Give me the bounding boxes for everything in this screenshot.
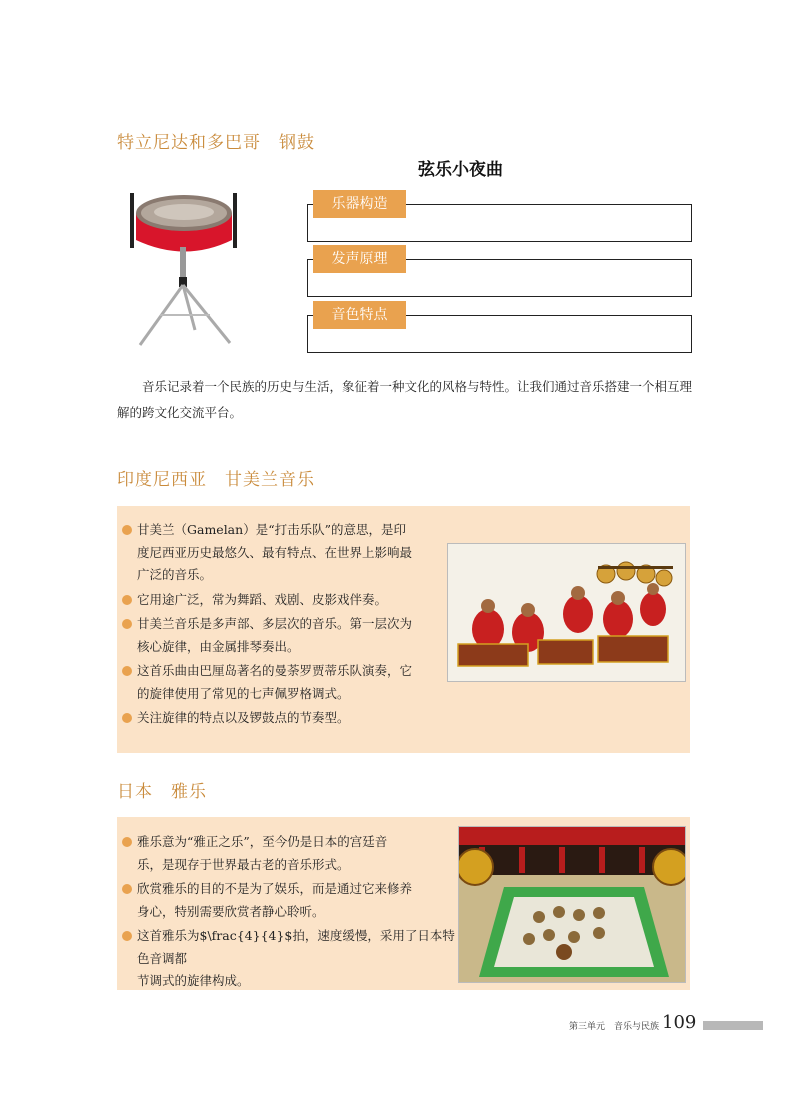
bullet-icon <box>122 525 132 535</box>
list-item: 这首雅乐为$\frac{4}{4}$拍，速度缓慢，采用了日本特色音调都 节调式的旋律构成。 <box>122 925 457 993</box>
bullet-icon <box>122 713 132 723</box>
list-item: 关注旋律的特点以及锣鼓点的节奏型。 <box>122 707 442 730</box>
intro-paragraph: 音乐记录着一个民族的历史与生活，象征着一种文化的风格与特性。让我们通过音乐搭建一个相互理解的跨文化交流平台。 <box>117 379 693 420</box>
gamelan-orchestra-image <box>447 543 686 682</box>
list-item: 它用途广泛，常为舞蹈、戏剧、皮影戏伴奏。 <box>122 589 442 612</box>
list-item: 甘美兰（Gamelan）是“打击乐队”的意思，是印 度尼西亚历史最悠久、最有特点、在世界上影响最 广泛的音乐。 <box>122 519 442 587</box>
bullet-icon <box>122 884 132 894</box>
bullet-icon <box>122 837 132 847</box>
structure-label: 乐器构造 <box>313 190 406 218</box>
bullet-icon <box>122 619 132 629</box>
list-item: 欣赏雅乐的目的不是为了娱乐，而是通过它来修养 身心，特别需要欣赏者静心聆听。 <box>122 878 457 923</box>
list-item: 甘美兰音乐是多声部、多层次的音乐。第一层次为 核心旋律，由金属排琴奏出。 <box>122 613 442 658</box>
sound-principle-label: 发声原理 <box>313 245 406 273</box>
list-item: 雅乐意为“雅正之乐”，至今仍是日本的宫廷音 乐，是现存于世界最古老的音乐形式。 <box>122 831 457 876</box>
steel-drum-image <box>130 185 245 350</box>
section-title-gagaku: 日本 雅乐 <box>117 782 207 802</box>
footer-bar <box>703 1021 763 1030</box>
song-title: 弦乐小夜曲 <box>418 160 503 180</box>
section-title-gamelan: 印度尼西亚 甘美兰音乐 <box>117 470 315 490</box>
gagaku-performance-image <box>458 826 686 983</box>
footer-unit-label: 第三单元 音乐与民族 <box>569 1022 660 1032</box>
gamelan-list <box>122 519 442 732</box>
page-number: 109 <box>662 1012 697 1033</box>
timbre-label: 音色特点 <box>313 301 406 329</box>
bullet-icon <box>122 931 132 941</box>
bullet-icon <box>122 595 132 605</box>
section-title-steel-drum: 特立尼达和多巴哥 钢鼓 <box>117 133 315 153</box>
list-item: 这首乐曲由巴厘岛著名的曼荼罗贾蒂乐队演奏，它 的旋律使用了常见的七声佩罗格调式。 <box>122 660 442 705</box>
bullet-icon <box>122 666 132 676</box>
gagaku-list <box>122 831 457 995</box>
